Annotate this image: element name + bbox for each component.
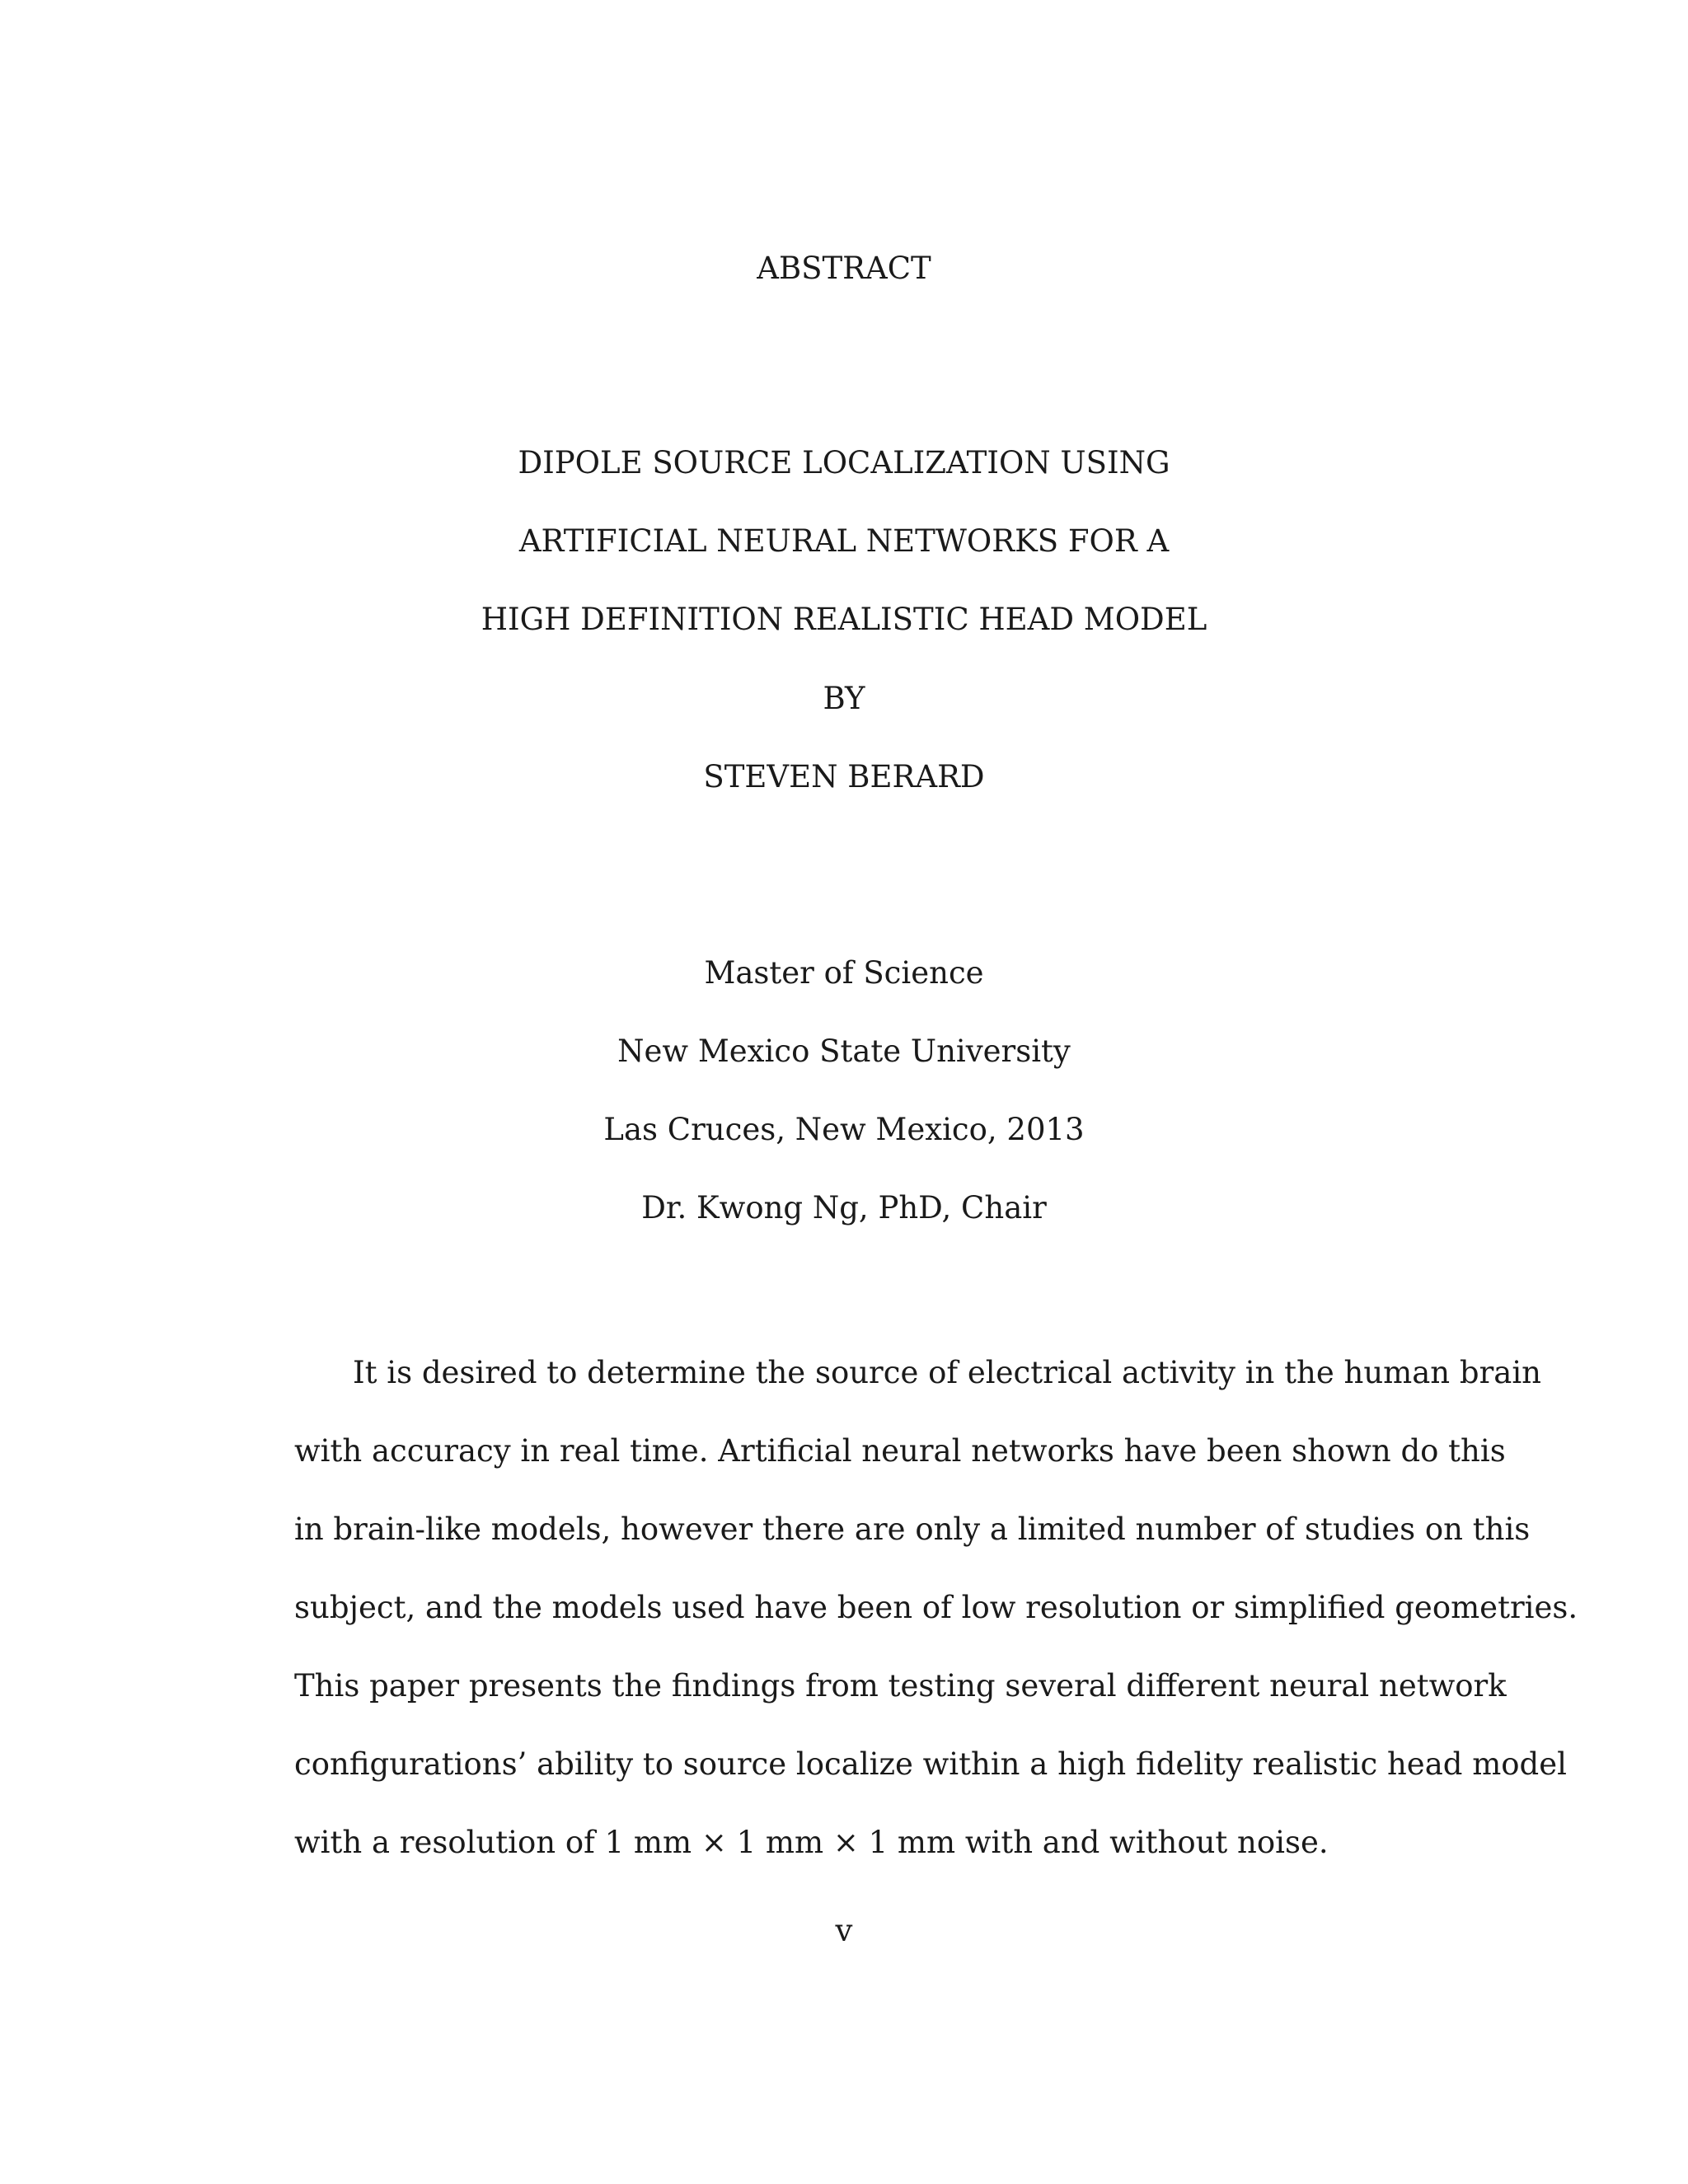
author-name: STEVEN BERARD [703, 759, 985, 794]
abstract-line-7: with a resolution of 1 mm × 1 mm × 1 mm with and without noise. [294, 1825, 1329, 1860]
degree: Master of Science [704, 955, 984, 991]
title-line-1: DIPOLE SOURCE LOCALIZATION USING [518, 445, 1170, 480]
abstract-line-6: configurations’ ability to source localize within a high fidelity realistic head model [294, 1746, 1567, 1782]
university: New Mexico State University [617, 1033, 1071, 1069]
title-line-2: ARTIFICIAL NEURAL NETWORKS FOR A [518, 523, 1170, 559]
by-label: BY [823, 681, 865, 716]
abstract-line-2: with accuracy in real time. Artificial neural networks have been shown do this [294, 1433, 1506, 1469]
location-year: Las Cruces, New Mexico, 2013 [603, 1112, 1085, 1147]
committee-chair: Dr. Kwong Ng, PhD, Chair [641, 1190, 1047, 1226]
abstract-line-1: It is desired to determine the source of electrical activity in the human brain [353, 1355, 1541, 1390]
title-line-3: HIGH DEFINITION REALISTIC HEAD MODEL [481, 602, 1207, 637]
abstract-line-4: subject, and the models used have been of low resolution or simplified geometries. [294, 1590, 1578, 1625]
abstract-line-3: in brain-like models, however there are only a limited number of studies on this [294, 1511, 1531, 1547]
page-number: v [835, 1913, 853, 1948]
abstract-heading: ABSTRACT [757, 251, 931, 286]
abstract-line-5: This paper presents the findings from testing several different neural network [294, 1668, 1507, 1704]
